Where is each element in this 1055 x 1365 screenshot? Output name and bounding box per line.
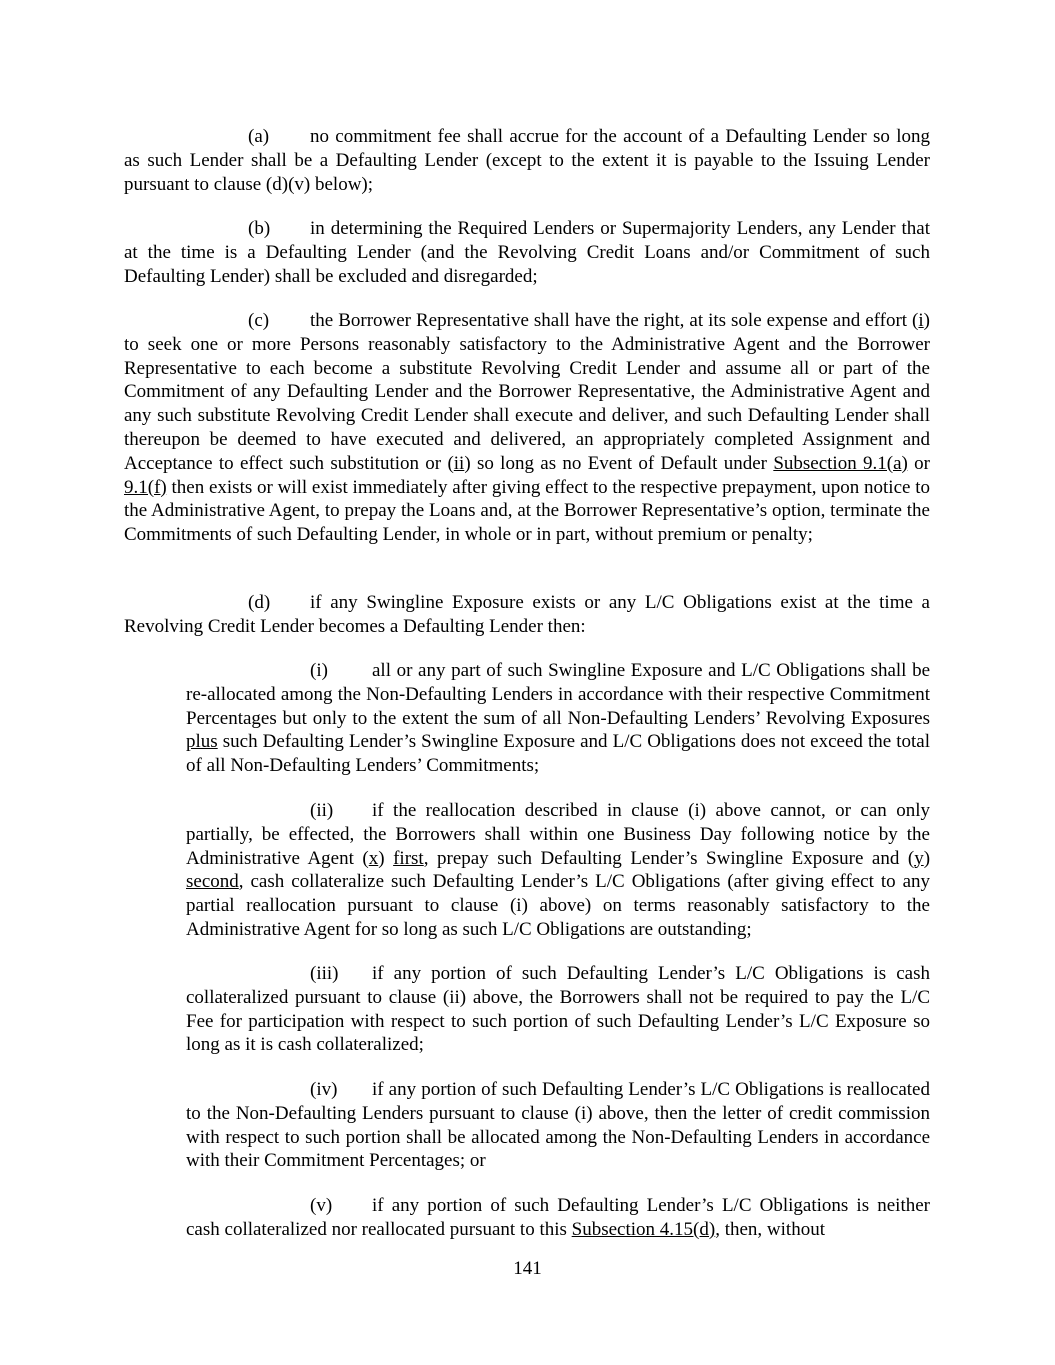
clause-marker: (iii)	[310, 963, 339, 984]
clause-d-ii	[186, 799, 930, 942]
subsection-reference: Subsection 9.1(a)	[773, 452, 908, 474]
clause-marker: (a)	[248, 126, 270, 147]
clause-text: the Borrower Representative shall have the right, at its sole expense and effort (	[310, 310, 919, 331]
clause-text: if any portion of such Defaulting Lender’s L/C Obligations is neither cash collateralized nor reallocated pursuant to this	[186, 1195, 930, 1240]
roman-numeral: ii	[453, 452, 465, 474]
clause-d	[124, 591, 930, 639]
clause-text: )	[923, 847, 931, 869]
clause-d-v	[186, 1194, 930, 1242]
clause-text: in determining the Required Lenders or Supermajority Lenders, any Lender that at the time is a Defaulting Lender (and the Revolving Credit Loans and/or Commitment of such Defaulting Lender) shall be excluded and disregarded;	[124, 218, 930, 287]
clause-text: if any portion of such Defaulting Lender’s L/C Obligations is cash collateralized pursuant to clause (ii) above, the Borrowers shall not be required to pay the L/C Fee for participation with respect to such portion of such Defaulting Lender’s L/C Exposure so long as it is cash collateralized;	[186, 963, 930, 1056]
clause-text: , then, without	[715, 1218, 825, 1240]
clause-marker: (b)	[248, 218, 271, 239]
page-number: 141	[513, 1258, 542, 1279]
clause-marker: (ii)	[310, 800, 334, 821]
emphasis-second: second	[186, 871, 239, 893]
clause-d-iv	[186, 1078, 930, 1173]
subsection-reference: Subsection 4.15(d)	[571, 1218, 716, 1240]
clause-text: if the reallocation described in clause (i) above cannot, or can only partially, be effected, the Borrowers shall within one Business Day following notice by the Administrative Agent (	[186, 800, 930, 869]
clause-text: if any Swingline Exposure exists or any L/C Obligations exist at the time a Revolving Credit Lender becomes a Defaulting Lender then:	[124, 592, 930, 637]
clause-text: such Defaulting Lender’s Swingline Exposure and L/C Obligations does not exceed the total of all Non-Defaulting Lenders’ Commitments;	[186, 731, 930, 777]
clause-text: if any portion of such Defaulting Lender’s L/C Obligations is reallocated to the Non-Defaulting Lenders pursuant to clause (i) above, then the letter of credit commission with respect to such portion shall be allocated among the Non-Defaulting Lenders in accordance with their Commitment Percentages; or	[186, 1079, 930, 1172]
clause-letter: x	[368, 847, 379, 869]
clause-text: or	[907, 452, 930, 474]
clause-c	[124, 309, 930, 547]
clause-d-iii	[186, 962, 930, 1057]
clause-marker: (i)	[310, 660, 328, 681]
clause-marker: (v)	[310, 1195, 333, 1216]
clause-text: ) so long as no Event of Default under	[464, 452, 774, 474]
subsection-reference: 9.1(f)	[124, 476, 167, 498]
clause-text: all or any part of such Swingline Exposure and L/C Obligations shall be re-allocated among the Non-Defaulting Lenders in accordance with their respective Commitment Percentages but only to the extent the sum of all Non-Defaulting Lenders’ Revolving Exposures	[186, 660, 930, 729]
clause-text: no commitment fee shall accrue for the account of a Defaulting Lender so long as such Lender shall be a Defaulting Lender (except to the extent it is payable to the Issuing Lender pursuant to clause (d)(v) below);	[124, 126, 930, 195]
clause-text: , prepay such Defaulting Lender’s Swingline Exposure and (	[423, 847, 915, 869]
clause-text: ) to seek one or more Persons reasonably satisfactory to the Administrative Agent and the Borrower Representative to each become a substitute Revolving Credit Lender and assume all or part of the Commitment of any Defaulting Lender and the Borrower Representative, the Administrative Agent and any such substitute Revolving Credit Lender shall execute and deliver, and such Defaulting Lender shall thereupon be deemed to have executed and delivered, an appropriately completed Assignment and Acceptance to effect such substitution or (	[124, 310, 930, 474]
clause-b	[124, 217, 930, 288]
roman-numeral: i	[918, 310, 924, 331]
clause-text: )	[378, 847, 394, 869]
clause-d-i	[186, 659, 930, 778]
emphasis-first: first	[393, 847, 424, 869]
clause-text: then exists or will exist immediately after giving effect to the respective prepayment, upon notice to the Administrative Agent, to prepay the Loans and, at the Borrower Representative’s option, terminate the Commitments of such Defaulting Lender, in whole or in part, without premium or penalty;	[124, 476, 930, 546]
clause-text: , cash collateralize such Defaulting Lender’s L/C Obligations (after giving effect to any partial reallocation pursuant to clause (i) above) on terms reasonably satisfactory to the Administrative Agent for so long as such L/C Obligations are outstanding;	[186, 871, 930, 940]
clause-marker: (d)	[248, 592, 271, 613]
clause-marker: (c)	[248, 310, 270, 331]
emphasis-plus: plus	[186, 731, 218, 753]
clause-a	[124, 125, 930, 196]
clause-marker: (iv)	[310, 1079, 338, 1100]
clause-letter: y	[914, 847, 924, 869]
